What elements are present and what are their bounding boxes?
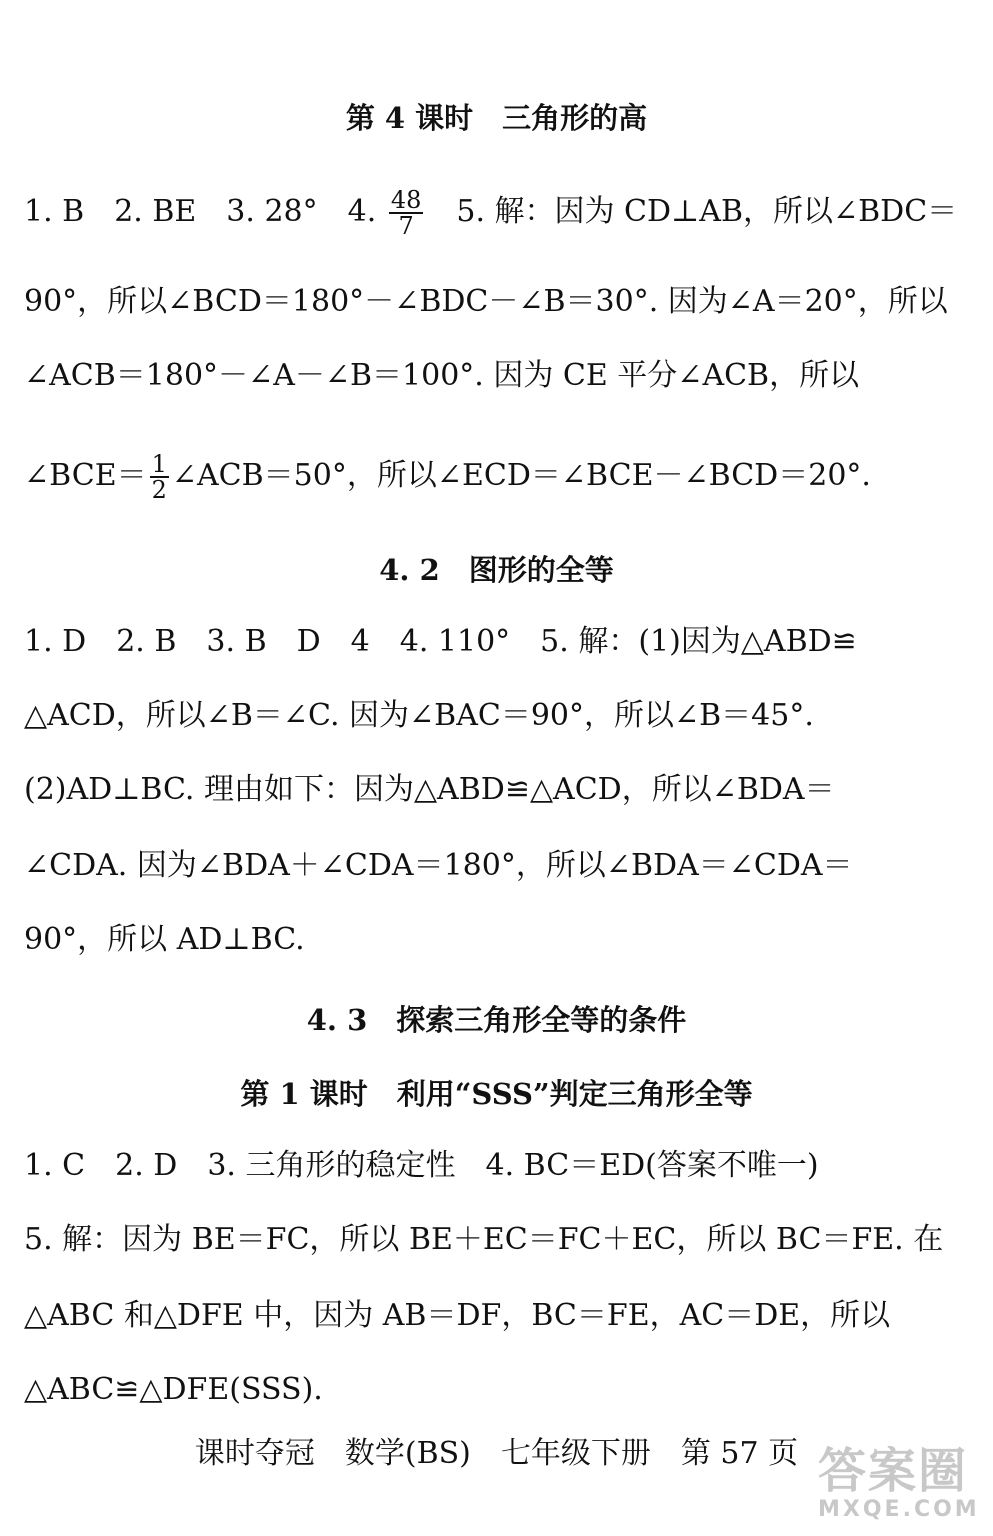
s1-answer-line-3: ∠ACB＝180°－∠A－∠B＝100°. 因为 CE 平分∠ACB，所以 (24, 358, 860, 393)
s1-line4-part-a: ∠BCE＝ (24, 458, 147, 493)
watermark-domain: MXQE.COM (818, 1497, 980, 1522)
s1-answer-line-2: 90°，所以∠BCD＝180°－∠BDC－∠B＝30°. 因为∠A＝20°，所以 (24, 284, 948, 319)
section-title-congruence-conditions: 4. 3 探索三角形全等的条件 (306, 1003, 687, 1037)
fraction-1-over-2 (150, 452, 169, 502)
s3-answer-line-3: △ABC 和△DFE 中，因为 AB＝DF，BC＝FE，AC＝DE，所以 (24, 1298, 891, 1333)
fraction-numerator: 1 (151, 450, 167, 478)
s1-answer-line-4 (24, 452, 871, 502)
section-title-congruent-figures: 4. 2 图形的全等 (379, 553, 614, 587)
fraction-denominator: 2 (151, 476, 167, 504)
s1-answer-line-1 (24, 188, 957, 238)
s2-answer-line-1: 1. D 2. B 3. B D 4 4. 110° 5. 解：(1)因为△ABD≌ (24, 624, 857, 659)
s3-answer-line-2: 5. 解：因为 BE＝FC，所以 BE＋EC＝FC＋EC，所以 BC＝FE. 在 (24, 1222, 944, 1257)
fraction-numerator: 48 (390, 186, 422, 214)
fraction-48-over-7 (389, 188, 424, 238)
s2-answer-line-2: △ACD，所以∠B＝∠C. 因为∠BAC＝90°，所以∠B＝45°. (24, 698, 814, 733)
s1-line4-part-b: ∠ACB＝50°，所以∠ECD＝∠BCE－∠BCD＝20°. (171, 458, 871, 493)
s2-answer-line-4: ∠CDA. 因为∠BDA＋∠CDA＝180°，所以∠BDA＝∠CDA＝ (24, 848, 853, 883)
s1-line1-part-a: 1. B 2. BE 3. 28° 4. (24, 194, 386, 229)
s2-answer-line-3: (2)AD⊥BC. 理由如下：因为△ABD≌△ACD，所以∠BDA＝ (24, 772, 835, 807)
s2-answer-line-5: 90°，所以 AD⊥BC. (24, 922, 305, 957)
s3-answer-line-1: 1. C 2. D 3. 三角形的稳定性 4. BC＝ED(答案不唯一) (24, 1148, 819, 1183)
lesson-title-sss: 第 1 课时 利用“SSS”判定三角形全等 (240, 1077, 753, 1111)
section-title-triangle-height: 第 4 课时 三角形的高 (345, 101, 648, 135)
fraction-denominator: 7 (398, 212, 414, 240)
site-watermark-logo (818, 1445, 988, 1531)
s1-line1-part-b: 5. 解：因为 CD⊥AB，所以∠BDC＝ (426, 194, 958, 229)
watermark-title: 答案圈 (818, 1443, 969, 1499)
s3-answer-line-4: △ABC≌△DFE(SSS). (24, 1372, 323, 1407)
page-footer: 课时夺冠 数学(BS) 七年级下册 第 57 页 (194, 1436, 799, 1471)
